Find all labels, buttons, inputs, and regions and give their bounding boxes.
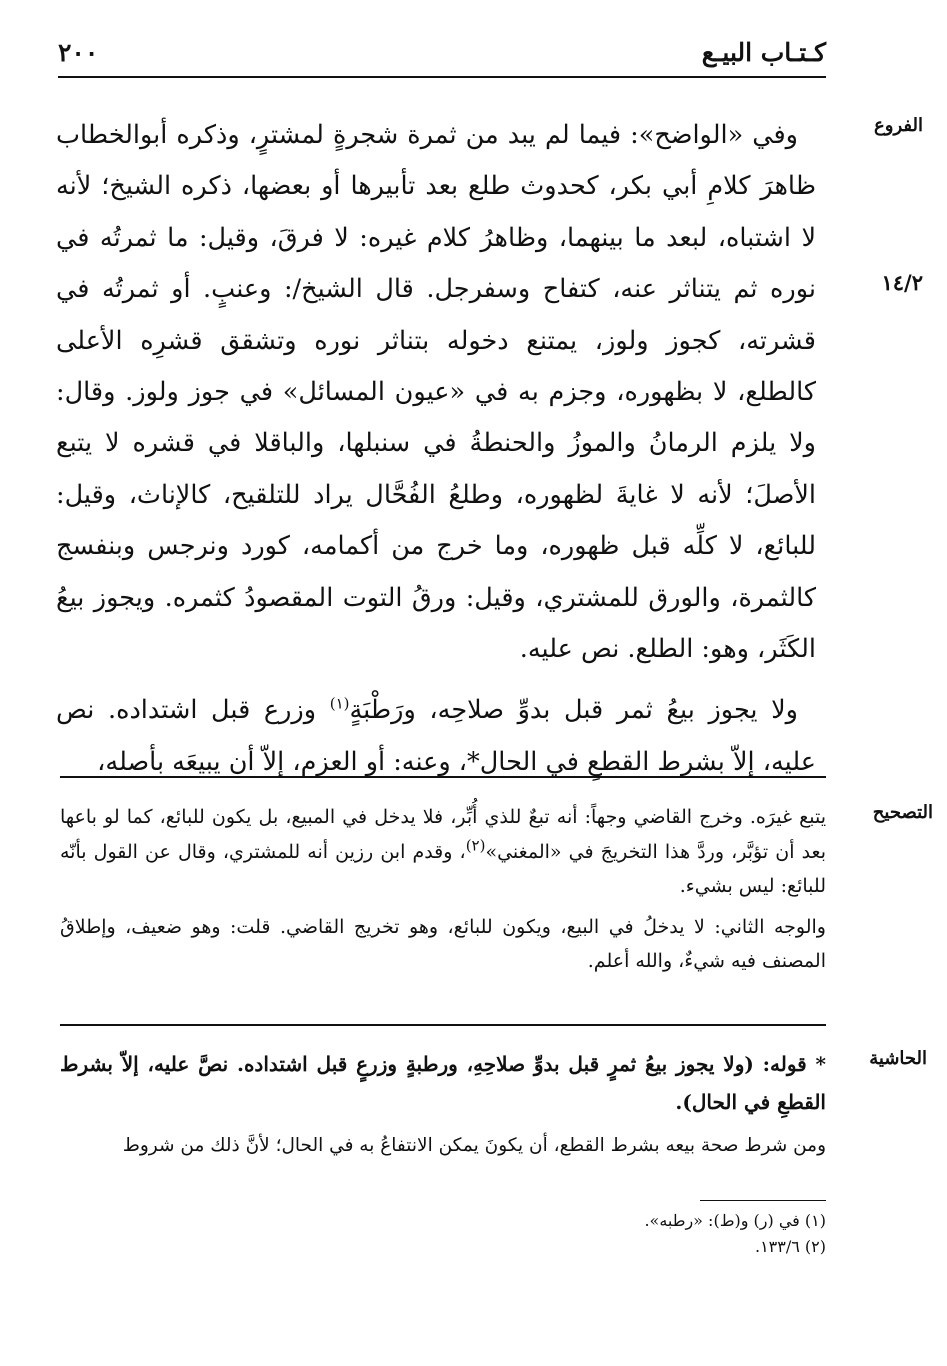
section-rule-tashih <box>60 776 826 778</box>
page-number: ٢٠٠ <box>58 38 99 67</box>
footnote-marker-2: (٢) <box>465 836 486 855</box>
footnote-2: (٢) ١٣٣/٦. <box>754 1237 826 1256</box>
footnote-marker-1: (١) <box>329 694 350 713</box>
hashiya-section <box>60 1045 826 1165</box>
main-paragraph-2 <box>56 685 816 788</box>
hashiya-paragraph: ومن شرط صحة بيعه بشرط القطع، أن يكونَ يمكن الانتفاعُ به في الحال؛ لأنَّ ذلك من شروط <box>122 1135 826 1156</box>
margin-label-furu: الفروع <box>874 115 923 136</box>
margin-volume-page-ref: ١٤/٢ <box>881 270 923 295</box>
footnote-rule <box>700 1200 826 1201</box>
tashih-paragraph-2: والوجه الثاني: لا يدخلُ في البيع، ويكون للبائع، وهو تخريج القاضي. قلت: وهو ضعيف، وإطلاقُ المصنف فيه شيءٌ، والله أعلم. <box>60 915 826 972</box>
section-rule-hashiya <box>60 1024 826 1026</box>
tashih-paragraph-1-start: يتبع غيرَه. وخرج القاضي وجهاً: أنه تبعٌ للذي أُبِّر، فلا يدخل في المبيع، بل يكون للبائع، كما لو باعها بعد أن تؤبَّر، وردَّ هذا التخريجَ في «المغني» <box>60 806 826 863</box>
main-paragraph-1: وفي «الواضح»: فيما لم يبد من ثمرة شجرةٍ لمشترٍ، وذكره أبوالخطاب ظاهرَ كلامِ أبي بكر، كحدوث طلع بعد تأبيرها أو بعضها، ذكره الشيخ؛ لأنه لا اشتباه، لبعد ما بينهما، وظاهرُ كلام غيره: لا فرقَ، وقيل: ما ثمرتُه في نوره ثم يتناثر عنه، كتفاح وسفرجل. قال الشيخ/: وعنبٍ. أو ثمرتُه في قشرته، كجوز ولوز، يمتنع دخوله بتناثر نوره وتشقق قشرِه الأعلى كالطلع، لا بظهوره، وجزم به في «عيون المسائل» في جوز ولوز. وقال: ولا يلزم الرمانُ والموزُ والحنطةُ في سنبلها، والباقلا في قشره لا يتبع الأصلَ؛ لأنه لا غايةَ لظهوره، وطلعُ الفُحَّال يراد للتلقيح، كالإناث، وقيل: للبائع، لا كلِّه قبل ظهوره، وما خرج من أكمامه، كورد ونرجس وبنفسج كالثمرة، والورق للمشتري، وقيل: ورقُ التوت المقصودُ كثمره. ويجوز بيعُ الكَثَر، وهو: الطلع. نص عليه. <box>56 120 816 665</box>
footnote-1: (١) في (ر) و(ط): «رطبه». <box>644 1211 826 1230</box>
main-text <box>56 110 816 788</box>
margin-label-tashih: التصحيح <box>872 802 933 823</box>
tashih-paragraph-1-end: ، وقدم ابن رزين أنه للمشتري، وقال عن القول بأنّه للبائع: ليس بشيء. <box>60 840 826 897</box>
tashih-paragraph-1 <box>60 800 826 904</box>
main-paragraph-2-start: ولا يجوز بيعُ ثمر قبل بدوِّ صلاحِه، ورَطْبَةٍ <box>349 695 798 726</box>
hashiya-quote: * قوله: (ولا يجوز بيعُ ثمرٍ قبل بدوِّ صلاحِهِ، ورطبةٍ وزرعٍ قبل اشتداده. نصَّ عليه، إلاّ بشرط القطعِ في الحال). <box>60 1052 826 1114</box>
running-title: كـتـاب البيـع <box>701 38 826 67</box>
page-header <box>58 38 826 72</box>
footnotes <box>560 1208 826 1260</box>
main-paragraph-2-end: وزرع قبل اشتداده. نص عليه، إلاّ بشرط القطعِ في الحال*، وعنه: أو العزم، إلاّ أن يبيعَه بأصله، <box>56 695 816 777</box>
margin-label-hashiya: الحاشية <box>869 1048 927 1069</box>
header-rule <box>58 76 826 78</box>
tashih-section <box>60 800 826 979</box>
